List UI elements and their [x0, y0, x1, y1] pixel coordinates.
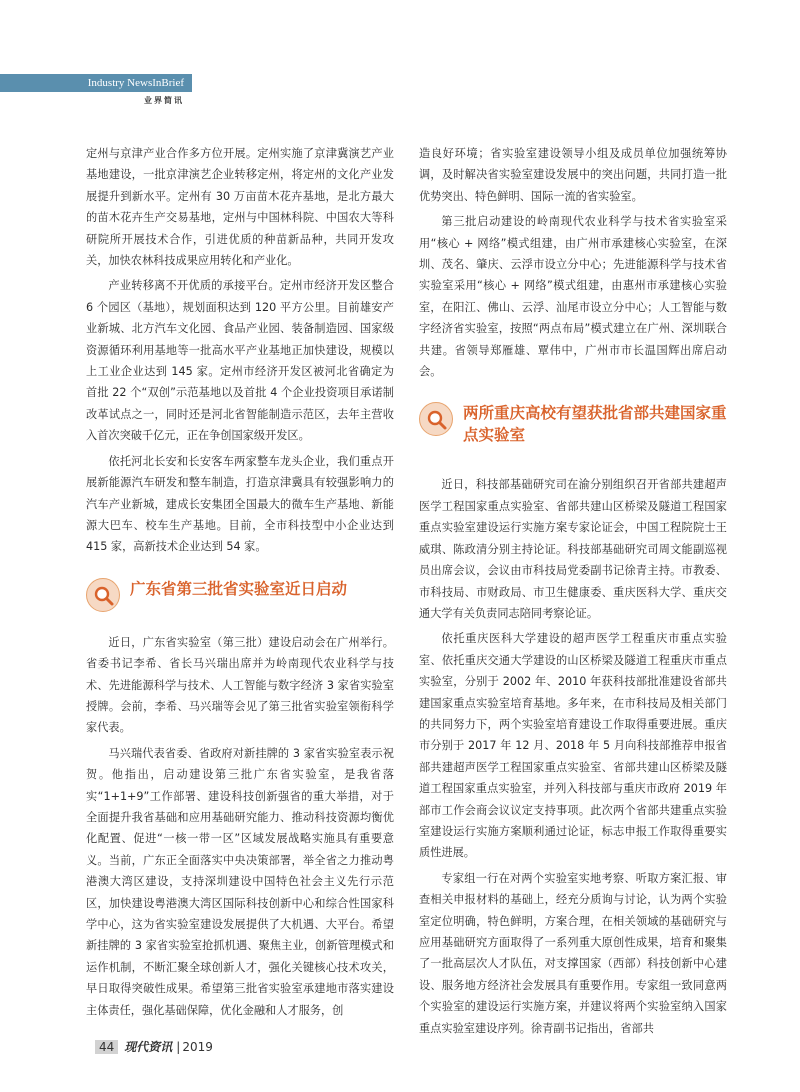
footer-separator: | — [176, 1040, 181, 1054]
paragraph: 依托重庆医科大学建设的超声医学工程重庆市重点实验室、依托重庆交通大学建设的山区桥梁及隧道工程重庆市重点实验室，分别于 2002 年、2010 年获科技部批准建设省部共建国家重点实验室培育基地。多年来，在市科技局及相关部门的共同努力下，两个实验室培育建设工作取得重要进展。重庆市分别于 2017 年 12 月、2018 年 5 月向科技部推荐申报省部共建超声医学工程国家重点实验室、省部共建山区桥梁及隧道工程国家重点实验室，并列入科技部与重庆市政府 2019 年部市工作会商会议议定支持事项。此次两个省部共建重点实验室建设运行实施方案顺利通过论证，标志申报工作取得重要实质性进展。 — [419, 632, 727, 860]
section-header-bar — [0, 74, 192, 92]
paragraph: 近日，科技部基础研究司在渝分别组织召开省部共建超声医学工程国家重点实验室、省部共建山区桥梁及隧道工程国家重点实验室建设运行实施方案专家论证会，中国工程院院士王威琪、陈政清分别主持论证。科技部基础研究司周文能副巡视员出席会议，会议由市科技局党委副书记徐青主持。市教委、市科技局、市财政局、市卫生健康委、重庆医科大学、重庆交通大学有关负责同志陪同考察论证。 — [419, 478, 727, 620]
paragraph: 依托河北长安和长安客车两家整车龙头企业，我们重点开展新能源汽车研发和整车制造，打造京津冀具有较强影响力的汽车产业新城，建成长安集团全国最大的微车生产基地、新能源大巴车、校车生产基地。目前，全市科技型中小企业达到 415 家，高新技术企业达到 54 家。 — [86, 454, 394, 554]
paragraph: 近日，广东省实验室（第三批）建设启动会在广州举行。省委书记李希、省长马兴瑞出席并为岭南现代农业科学与技术、先进能源科学与技术、人工智能与数字经济 3 家省实验室授牌。会前，李希、马兴瑞等会见了第三批省实验室领衔科学家代表。 — [86, 635, 394, 735]
page-footer — [95, 1039, 213, 1055]
magazine-name: 现代资讯 — [124, 1040, 173, 1054]
paragraph: 造良好环境；省实验室建设领导小组及成员单位加强统筹协调，及时解决省实验室建设发展中的突出问题，共同打造一批优势突出、特色鲜明、国际一流的省实验室。 — [419, 147, 727, 203]
section-heading — [86, 572, 394, 620]
paragraph: 马兴瑞代表省委、省政府对新挂牌的 3 家省实验室表示祝贺。他指出，启动建设第三批广东省实验室，是我省落实“1+1+9”工作部署、建设科技创新强省的重大举措，对于全面提升我省基础和应用基础研究能力、推动科技资源均衡优化配置、促进“一核一带一区”区域发展战略实施具有重要意义。当前，广东正全面落实中央决策部署，举全省之力推动粤港澳大湾区建设，支持深圳建设中国特色社会主义先行示范区，加快建设粤港澳大湾区国际科技创新中心和综合性国家科学中心，这为省实验室建设发展提供了大机遇、大平台。希望新挂牌的 3 家省实验室抢抓机遇、聚焦主业，创新管理模式和运作机制，不断汇聚全球创新人才，强化关键核心技术攻关，早日取得突破性成果。希望第三批省实验室承建地市落实建设主体责任，强化基础保障，优化金融和人才服务，创 — [86, 746, 394, 1017]
paragraph: 定州与京津产业合作多方位开展。定州实施了京津冀演艺产业基地建设，一批京津演艺企业转移定州，将定州的文化产业发展提升到新水平。定州有 30 万亩苗木花卉基地，是北方最大的苗木花卉生产交易基地，定州与中国林科院、中国农大等科研院所开展技术合作，引进优质的种苗新品种，共同开发攻关，加快农林科技成果应用转化和产业化。 — [86, 147, 394, 268]
section-name-cn: 业界简讯 — [144, 96, 184, 105]
issue-year: 2019 — [182, 1040, 213, 1054]
paragraph: 专家组一行在对两个实验室实地考察、听取方案汇报、审查相关申报材料的基础上，经充分质询与讨论，认为两个实验室定位明确，特色鲜明，方案合理，在相关领域的基础研究与应用基础研究方面取得了一系列重大原创性成果，培育和聚集了一批高层次人才队伍，对支撑国家（西部）科技创新中心建设、服务地方经济社会发展具有重要作用。专家组一致同意两个实验室的建设运行实施方案，并建议将两个实验室纳入国家重点实验室建设序列。徐青副书记指出，省部共 — [419, 871, 727, 1035]
right-column — [419, 143, 727, 1043]
page-number: 44 — [95, 1040, 118, 1054]
section-heading — [419, 396, 727, 462]
section-name-en: Industry NewsInBrief — [87, 77, 184, 89]
left-column — [86, 143, 394, 1025]
magnifier-icon — [419, 402, 453, 436]
paragraph: 第三批启动建设的岭南现代农业科学与技术省实验室采用“核心 + 网络”模式组建，由广州市承建核心实验室，在深圳、茂名、肇庆、云浮市设立分中心；先进能源科学与技术省实验室采用“核心 + 网络”模式组建，由惠州市承建核心实验室，在阳江、佛山、云浮、汕尾市设立分中心；人工智能与数字经济省实验室，按照“两点布局”模式建立在广州、深圳联合共建。省领导郑雁雄、覃伟中，广州市市长温国辉出席启动会。 — [419, 215, 727, 379]
paragraph: 产业转移离不开优质的承接平台。定州市经济开发区整合 6 个园区（基地），规划面积达到 120 平方公里。目前雄安产业新城、北方汽车文化园、食品产业园、装备制造园、国家级资源循环利用基地等一批高水平产业基地正加快建设，规模以上工业企业达到 145 家。定州市经济开发区被河北省确定为首批 22 个“双创”示范基地以及首批 4 个企业投资项目承诺制改革试点之一，同时还是河北省智能制造示范区，去年主营收入首次突破千亿元，正在争创国家级开发区。 — [86, 279, 394, 443]
section-title: 两所重庆高校有望获批省部共建国家重点实验室 — [463, 404, 727, 445]
section-title: 广东省第三批省实验室近日启动 — [130, 579, 348, 598]
magnifier-icon — [86, 578, 120, 612]
